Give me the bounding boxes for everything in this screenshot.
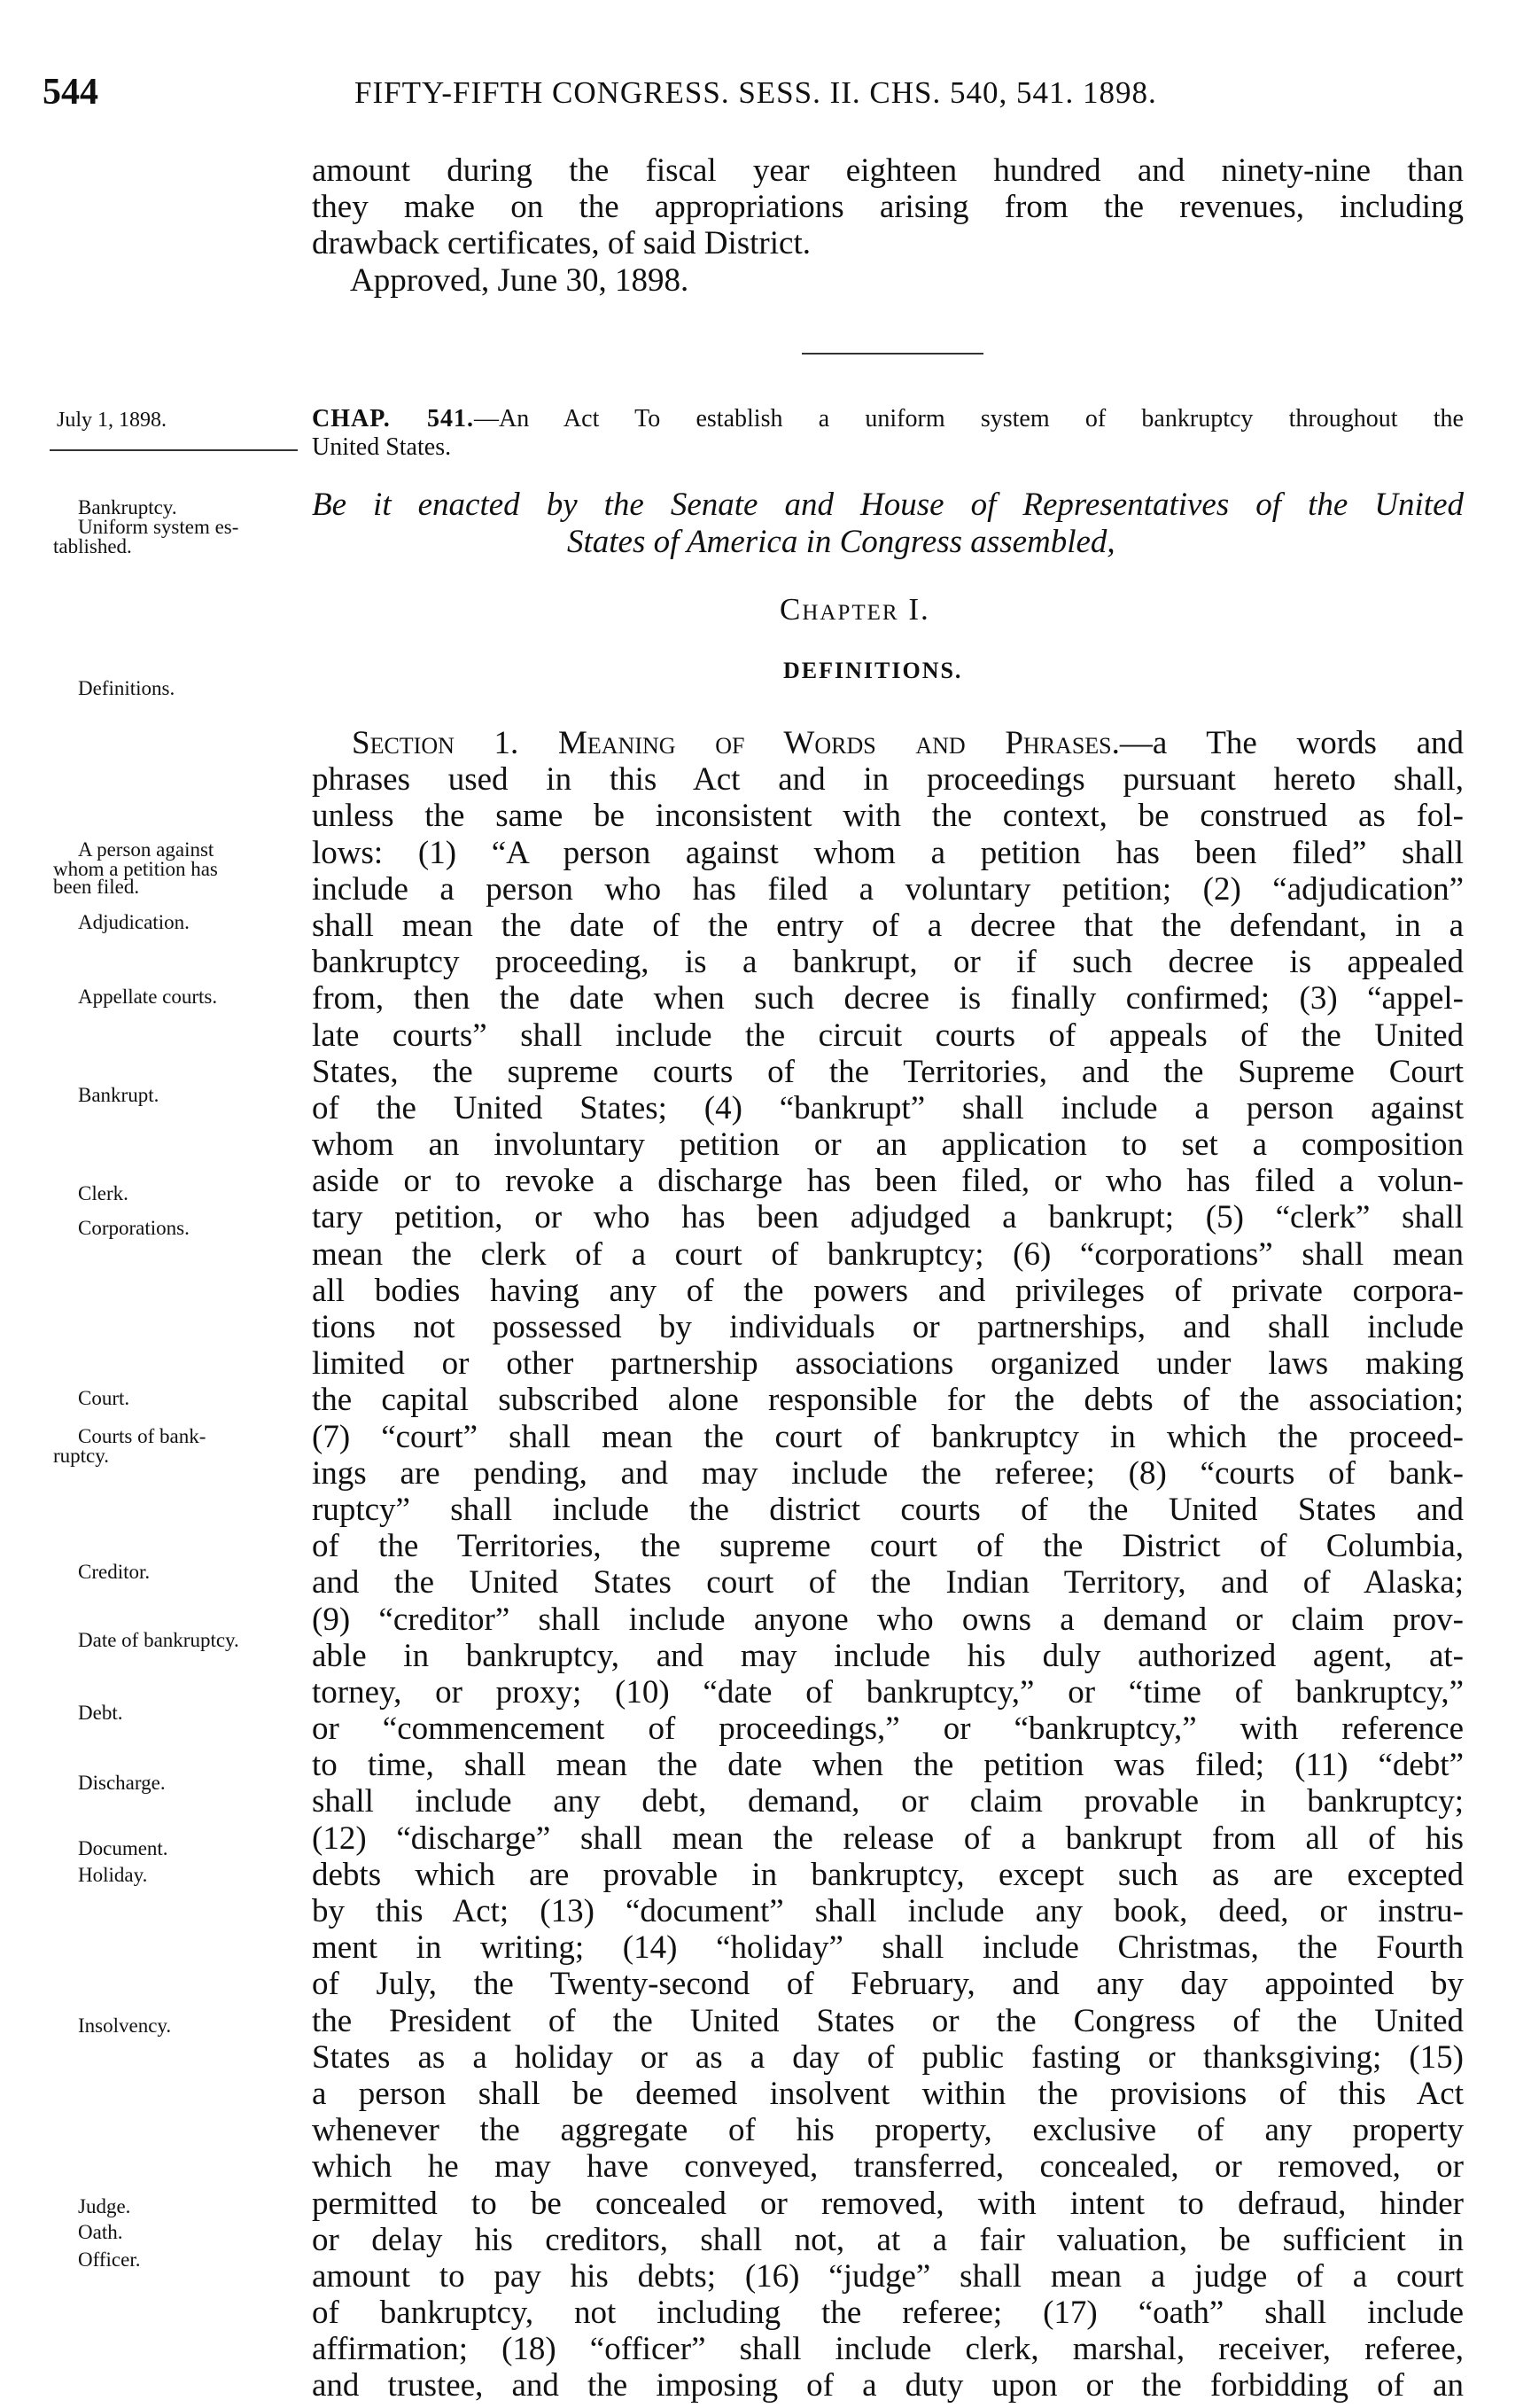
section-line: from, then the date when such decree is finally confirmed; (3) “appel- (312, 980, 1464, 1017)
margin-note: Creditor. (78, 1561, 151, 1583)
section-label: Section 1. (352, 725, 519, 761)
chapter-label: CHAP. 541. (312, 405, 474, 433)
section-line: permitted to be concealed or removed, with intent to defraud, hinder (312, 2185, 1464, 2222)
section-line: affirmation; (18) “officer” shall include clerk, marshal, receiver, referee, (312, 2331, 1464, 2368)
section-line: lows: (1) “A person against whom a petition has been filed” shall (312, 834, 1464, 871)
chapter-title-line: —An Act To establish a uniform system of bankruptcy throughout the (474, 405, 1464, 433)
section-divider (802, 353, 983, 355)
section-line: of the United States; (4) “bankrupt” shall include a person against (312, 1089, 1464, 1126)
running-head: FIFTY-FIFTH CONGRESS. SESS. II. CHS. 540, 541. 1898. (354, 75, 1157, 110)
section-line: which he may have conveyed, transferred, concealed, or removed, or (312, 2148, 1464, 2186)
section-line: phrases used in this Act and in proceedings pursuant hereto shall, (312, 761, 1464, 799)
section-line: late courts” shall include the circuit courts of appeals of the United (312, 1017, 1464, 1054)
section-line: mean the clerk of a court of bankruptcy; (6) “corporations” shall mean (312, 1235, 1464, 1273)
section-line: aside or to revoke a discharge has been filed, or who has filed a volun- (312, 1163, 1464, 1200)
section-line: to time, shall mean the date when the petition was filed; (11) “debt” (312, 1747, 1464, 1784)
carry-over-paragraph (312, 152, 1464, 262)
margin-note: Oath. (78, 2221, 123, 2243)
section-line: limited or other partnership associations organized under laws making (312, 1345, 1464, 1383)
margin-note: Courts of bank- (78, 1425, 206, 1447)
section-line: tions not possessed by individuals or partnerships, and shall include (312, 1309, 1464, 1345)
margin-note: Court. (78, 1387, 130, 1409)
margin-note: Insolvency. (78, 2014, 172, 2037)
margin-note-date: July 1, 1898. (57, 409, 167, 432)
section-line: of the Territories, the supreme court of the District of Columbia, (312, 1528, 1464, 1565)
section-line: torney, or proxy; (10) “date of bankruptcy,” or “time of bankruptcy,” (312, 1673, 1464, 1711)
margin-note: Discharge. (78, 1772, 166, 1794)
margin-note: tablished. (53, 535, 132, 557)
section-line: shall include any debt, demand, or claim provable in bankruptcy; (312, 1783, 1464, 1820)
margin-note: Corporations. (78, 1217, 190, 1239)
section-line: ruptcy” shall include the district courts of the United States and (312, 1491, 1464, 1528)
margin-note: ruptcy. (53, 1445, 110, 1467)
chapter-title-line: United States. (312, 433, 452, 461)
section-line: and trustee, and the imposing of a duty upon or the forbidding of an (312, 2367, 1464, 2404)
margin-note: Appellate courts. (78, 986, 218, 1008)
section-line: all bodies having any of the powers and privileges of private corpora- (312, 1272, 1464, 1309)
section-line: States, the supreme courts of the Territories, and the Supreme Court (312, 1053, 1464, 1090)
section-line: the capital subscribed alone responsible for the debts of the association; (312, 1382, 1464, 1419)
section-line: by this Act; (13) “document” shall include any book, deed, or instru- (312, 1893, 1464, 1929)
section-line: bankruptcy proceeding, is a bankrupt, or if such decree is appealed (312, 944, 1464, 981)
section-line: able in bankruptcy, and may include his duly authorized agent, at- (312, 1637, 1464, 1674)
margin-note: Definitions. (78, 677, 175, 699)
section-line: ment in writing; (14) “holiday” shall include Christmas, the Fourth (312, 1929, 1464, 1967)
margin-note: Bankrupt. (78, 1084, 159, 1106)
section-line: (7) “court” shall mean the court of bankruptcy in which the proceed- (312, 1418, 1464, 1455)
section-first-line (312, 725, 1464, 761)
chapter-heading: Chapter I. (780, 592, 930, 627)
section-line: (12) “discharge” shall mean the release of a bankrupt from all of his (312, 1820, 1464, 1857)
section-line: States as a holiday or as a day of public fasting or thanksgiving; (15) (312, 2038, 1464, 2076)
section-line: whenever the aggregate of his property, exclusive of any property (312, 2112, 1464, 2149)
section-text: —a The words and (1119, 725, 1464, 761)
margin-note: A person against (78, 838, 214, 861)
margin-note: Officer. (78, 2248, 141, 2271)
section-line: or delay his creditors, shall not, at a fair valuation, be sufficient in (312, 2221, 1464, 2258)
section-line: whom an involuntary petition or an application to set a composition (312, 1126, 1464, 1164)
margin-note: Debt. (78, 1702, 123, 1724)
approval-date: Approved, June 30, 1898. (350, 262, 689, 299)
margin-note: Judge. (78, 2195, 131, 2217)
section-line: ings are pending, and may include the referee; (8) “courts of bank- (312, 1454, 1464, 1492)
carry-line: amount during the fiscal year eighteen hundred and ninety-nine than (312, 152, 1464, 189)
section-line: debts which are provable in bankruptcy, except such as are excepted (312, 1856, 1464, 1893)
margin-note: Adjudication. (78, 911, 190, 933)
margin-note: been filed. (53, 876, 140, 898)
page-number: 544 (43, 72, 98, 113)
margin-note: Bankruptcy. (78, 496, 177, 518)
definitions-heading: DEFINITIONS. (783, 658, 963, 683)
section-line: of bankruptcy, not including the referee; (17) “oath” shall include (312, 2295, 1464, 2332)
margin-note: Clerk. (78, 1182, 128, 1204)
margin-note: Date of bankruptcy. (78, 1629, 239, 1651)
section-1 (312, 725, 1464, 2404)
section-line: the President of the United States or the Congress of the United (312, 2002, 1464, 2039)
section-line: amount to pay his debts; (16) “judge” shall mean a judge of a court (312, 2257, 1464, 2295)
section-line: or “commencement of proceedings,” or “bankruptcy,” with reference (312, 1711, 1464, 1748)
section-heading: Meaning of Words and Phrases. (557, 725, 1120, 761)
section-line: unless the same be inconsistent with the context, be construed as fol- (312, 798, 1464, 835)
section-line: (9) “creditor” shall include anyone who owns a demand or claim prov- (312, 1601, 1464, 1638)
margin-divider (50, 449, 298, 451)
carry-line: drawback certificates, of said District. (312, 225, 811, 262)
chapter-title (312, 405, 1464, 462)
margin-note: Uniform system es- (78, 516, 239, 538)
section-line: shall mean the date of the entry of a decree that the defendant, in a (312, 907, 1464, 944)
enacting-clause-line: Be it enacted by the Senate and House of Representatives of the United (312, 487, 1464, 523)
section-line: of July, the Twenty-second of February, and any day appointed by (312, 1966, 1464, 2003)
section-line: tary petition, or who has been adjudged a bankrupt; (5) “clerk” shall (312, 1199, 1464, 1236)
margin-note: Holiday. (78, 1864, 148, 1886)
enacting-clause-line: States of America in Congress assembled, (567, 524, 1115, 560)
carry-line: they make on the appropriations arising from the revenues, including (312, 189, 1464, 226)
margin-note: whom a petition has (53, 858, 218, 880)
section-line: a person shall be deemed insolvent within the provisions of this Act (312, 2075, 1464, 2112)
section-line: include a person who has filed a voluntary petition; (2) “adjudication” (312, 870, 1464, 908)
section-line: and the United States court of the Indian Territory, and of Alaska; (312, 1564, 1464, 1601)
margin-note: Document. (78, 1837, 168, 1859)
